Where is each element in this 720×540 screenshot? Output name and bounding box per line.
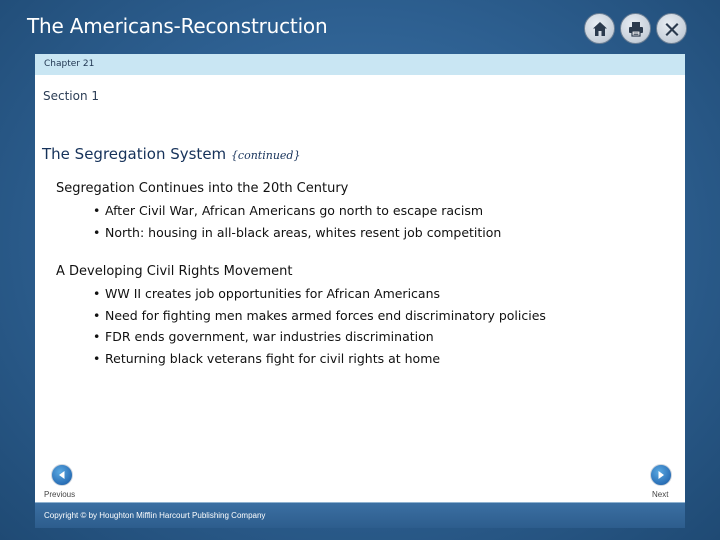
top-nav: [584, 13, 687, 44]
slide-title: [42, 145, 300, 163]
next-label[interactable]: Next: [652, 490, 669, 499]
home-button[interactable]: [584, 13, 615, 44]
app-title: The Americans-Reconstruction: [27, 14, 328, 38]
group-heading: A Developing Civil Rights Movement: [56, 264, 293, 279]
chapter-label: Chapter 21: [35, 54, 685, 75]
close-button[interactable]: [656, 13, 687, 44]
slide-title-text: The Segregation System: [42, 145, 227, 163]
slide-title-suffix: {continued}: [230, 149, 301, 162]
print-icon: [627, 20, 645, 38]
copyright-text: Copyright © by Houghton Mifflin Harcourt Publishing Company: [44, 511, 266, 520]
bullet-item: • Need for fighting men makes armed forces end discriminatory policies: [93, 308, 546, 330]
bullet-item: • WW II creates job opportunities for African Americans: [93, 286, 546, 308]
bullet-item: • After Civil War, African Americans go north to escape racism: [93, 203, 501, 225]
bullet-item: • North: housing in all-black areas, whites resent job competition: [93, 225, 501, 247]
home-icon: [591, 20, 609, 38]
bullet-item: • FDR ends government, war industries discrimination: [93, 329, 546, 351]
slide-panel: [35, 54, 685, 528]
bullet-item: • Returning black veterans fight for civil rights at home: [93, 351, 546, 373]
arrow-right-icon: [655, 469, 667, 481]
section-label: Section 1: [43, 89, 100, 103]
group-heading: Segregation Continues into the 20th Century: [56, 181, 349, 196]
next-button[interactable]: [650, 464, 672, 486]
bullet-list: [93, 203, 501, 246]
print-button[interactable]: [620, 13, 651, 44]
previous-label[interactable]: Previous: [44, 490, 76, 499]
arrow-left-icon: [56, 469, 68, 481]
previous-button[interactable]: [51, 464, 73, 486]
footer-bar: [35, 502, 685, 528]
bullet-list: [93, 286, 546, 372]
close-icon: [663, 20, 681, 38]
